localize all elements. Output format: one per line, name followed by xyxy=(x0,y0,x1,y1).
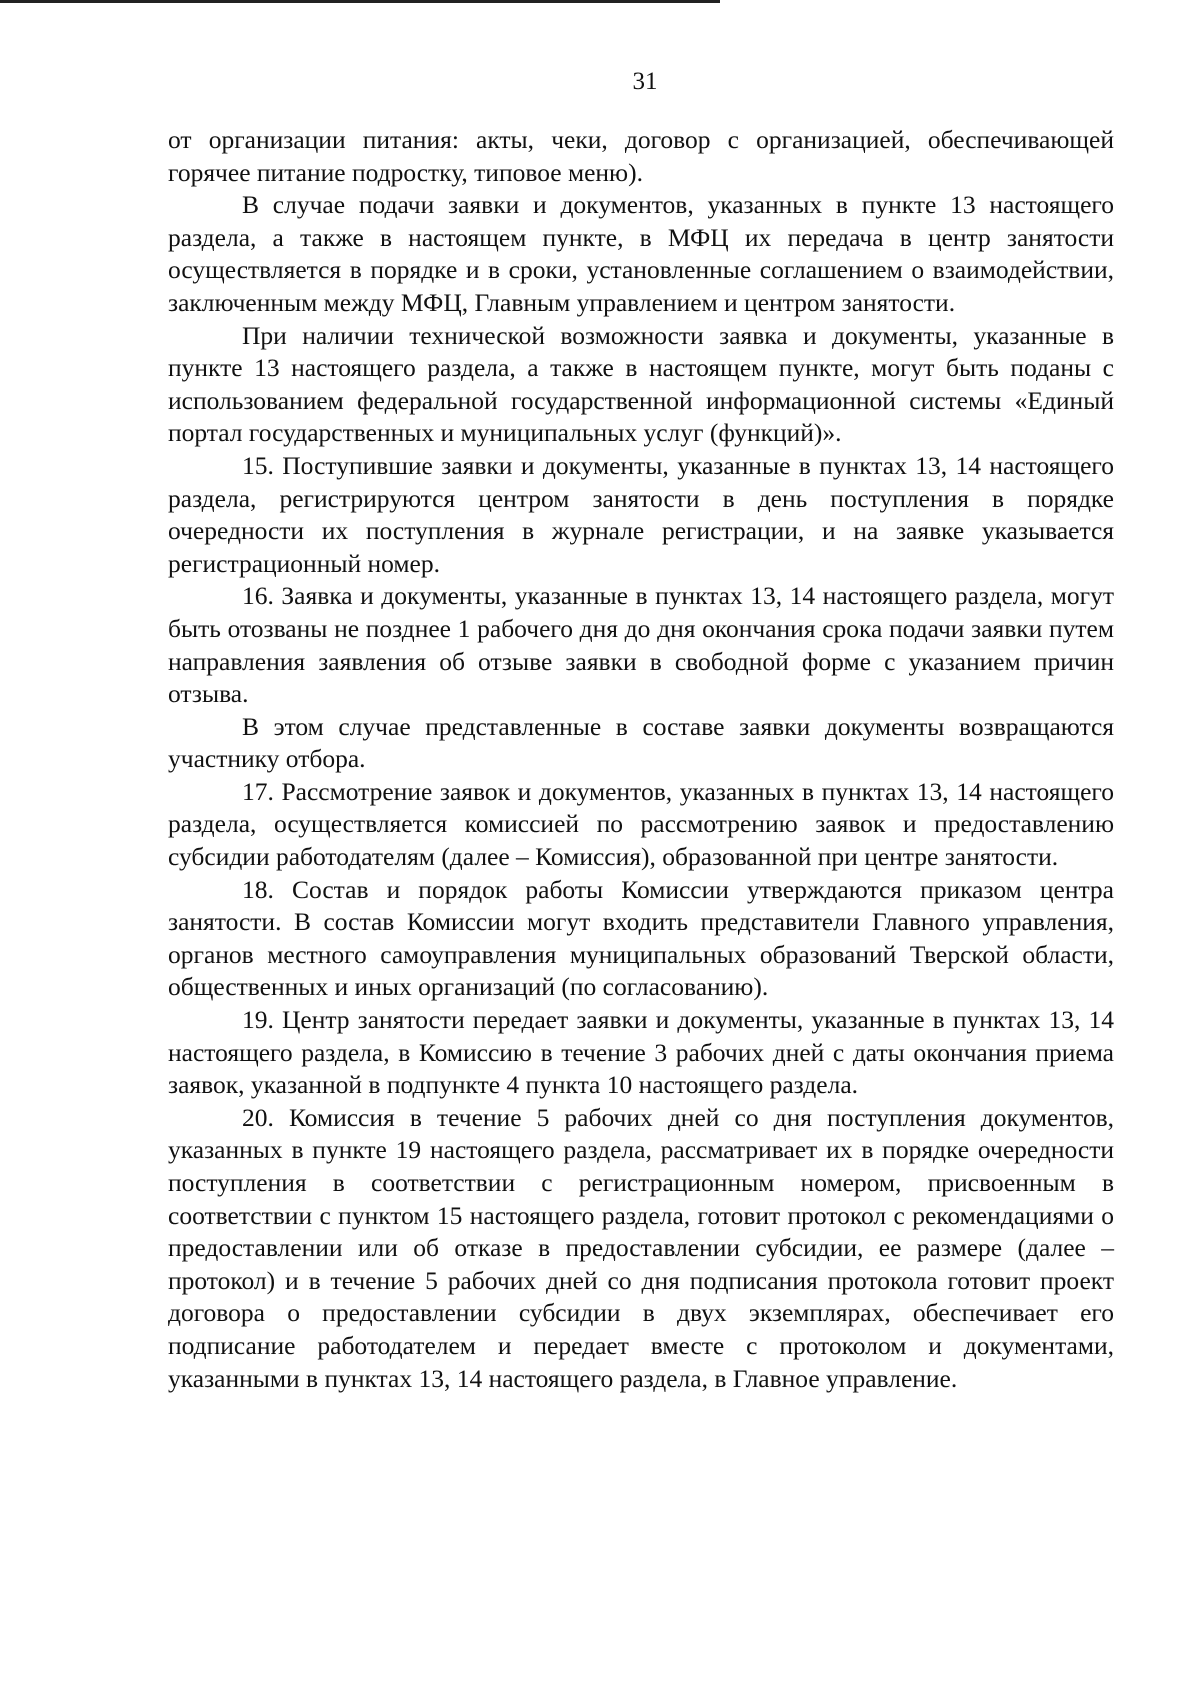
paragraph-item-15: 15. Поступившие заявки и документы, указанные в пунктах 13, 14 настоящего раздела, регистрируются центром занятости в день поступления в порядке очередности их поступления в журнале регистрации, и на заявке указывается регистрационный номер. xyxy=(168,450,1114,578)
paragraph-online-submission: При наличии технической возможности заявка и документы, указанные в пункте 13 настоящего раздела, а также в настоящем пункте, могут быть поданы с использованием федеральной государственной информационной системы «Единый портал государственных и муниципальных услуг (функций)». xyxy=(168,320,1114,448)
paragraph-documents-returned: В этом случае представленные в составе заявки документы возвращаются участнику отбора. xyxy=(168,711,1114,774)
paragraph-item-17: 17. Рассмотрение заявок и документов, указанных в пунктах 13, 14 настоящего раздела, осуществляется комиссией по рассмотрению заявок и предоставлению субсидии работодателям (далее – Комиссия), образованной при центре занятости. xyxy=(168,776,1114,872)
paragraph-mfc-transfer: В случае подачи заявки и документов, указанных в пункте 13 настоящего раздела, а также в настоящем пункте, в МФЦ их передача в центр занятости осуществляется в порядке и в сроки, установленные соглашением о взаимодействии, заключенным между МФЦ, Главным управлением и центром занятости. xyxy=(168,190,1114,317)
paragraph-item-16: 16. Заявка и документы, указанные в пунктах 13, 14 настоящего раздела, могут быть отозваны не позднее 1 рабочего дня до дня окончания срока подачи заявки путем направления заявления об отзыве заявки в свободной форме с указанием причин отзыва. xyxy=(168,581,1114,709)
paragraph-item-18: 18. Состав и порядок работы Комиссии утверждаются приказом центра занятости. В состав Комиссии могут входить представители Главного управления, органов местного самоуправления муниципальных образований Тверской области, общественных и иных организаций (по согласованию). xyxy=(168,874,1114,1002)
top-border-line xyxy=(0,0,720,3)
document-body xyxy=(168,124,1114,1395)
paragraph-item-19: 19. Центр занятости передает заявки и документы, указанные в пунктах 13, 14 настоящего раздела, в Комиссию в течение 3 рабочих дней с даты окончания приема заявок, указанной в подпункте 4 пункта 10 настоящего раздела. xyxy=(168,1005,1114,1100)
paragraph-continuation-meals: от организации питания: акты, чеки, договор с организацией, обеспечивающей горячее питание подростку, типовое меню). xyxy=(168,125,1114,187)
paragraph-item-20: 20. Комиссия в течение 5 рабочих дней со дня поступления документов, указанных в пункте 19 настоящего раздела, рассматривает их в порядке очередности поступления в соответствии с регистрационным номером, присвоенным в соответствии с пунктом 15 настоящего раздела, готовит протокол с рекомендациями о предоставлении или об отказе в предоставлении субсидии, ее размере (далее – протокол) и в течение 5 рабочих дней со дня подписания протокола готовит проект договора о предоставлении субсидии в двух экземплярах, обеспечивает его подписание работодателем и передает вместе с протоколом и документами, указанными в пунктах 13, 14 настоящего раздела, в Главное управление. xyxy=(168,1102,1114,1393)
page-number: 31 xyxy=(632,68,658,95)
